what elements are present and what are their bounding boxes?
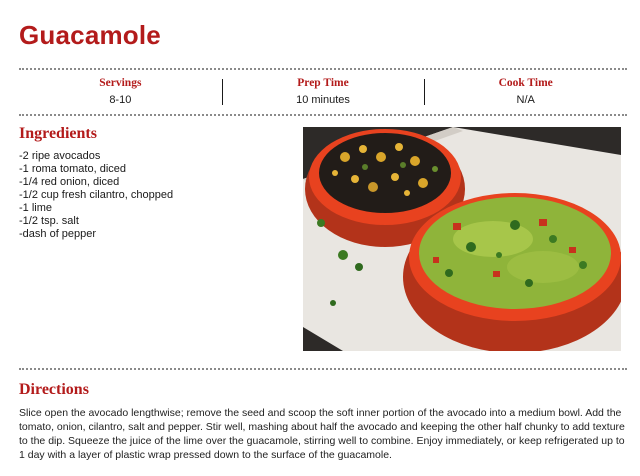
guacamole-photo	[303, 127, 621, 351]
divider-dotted	[19, 114, 627, 116]
cook-time-label: Cook Time	[498, 77, 553, 89]
ingredient-item: -2 ripe avocados	[19, 150, 101, 162]
cook-time-block	[424, 76, 627, 110]
divider-dotted	[19, 68, 627, 70]
ingredient-item: -1 lime	[19, 202, 53, 214]
ingredient-item: -dash of pepper	[19, 228, 97, 240]
prep-time-block	[222, 76, 425, 110]
ingredient-item: -1/2 cup fresh cilantro, chopped	[19, 189, 174, 201]
ingredient-item: -1 roma tomato, diced	[19, 163, 126, 175]
directions-text: Slice open the avocado lengthwise; remove the seed and scoop the soft inner portion of the avocado into a medium bowl. Add the tomato, onion, cilantro, salt and pepper. Stir well, mashing about half the avocado and keeping the other half chunky to add texture to the dip. Squeeze the juice of the lime over the guacamole, stirring well to combine. Enjoy immediately, or keep refrigerated up to 1 day with a layer of plastic wrap pressed down to the surface of the guacamole.	[19, 407, 625, 461]
ingredients-heading: Ingredients	[19, 125, 97, 142]
recipe-title: Guacamole	[19, 20, 161, 50]
servings-value: 8-10	[109, 94, 132, 106]
prep-time-label: Prep Time	[297, 77, 349, 89]
servings-label: Servings	[99, 77, 142, 89]
directions-heading: Directions	[19, 381, 89, 398]
cook-time-value: N/A	[516, 94, 535, 106]
guacamole-photo-illustration	[303, 127, 621, 351]
divider-dotted	[19, 368, 627, 370]
ingredients-list	[19, 150, 173, 241]
servings-block	[19, 76, 222, 110]
recipe-meta	[19, 76, 627, 110]
ingredient-item: -1/4 red onion, diced	[19, 176, 120, 188]
ingredient-item: -1/2 tsp. salt	[19, 215, 79, 227]
prep-time-value: 10 minutes	[296, 94, 350, 106]
